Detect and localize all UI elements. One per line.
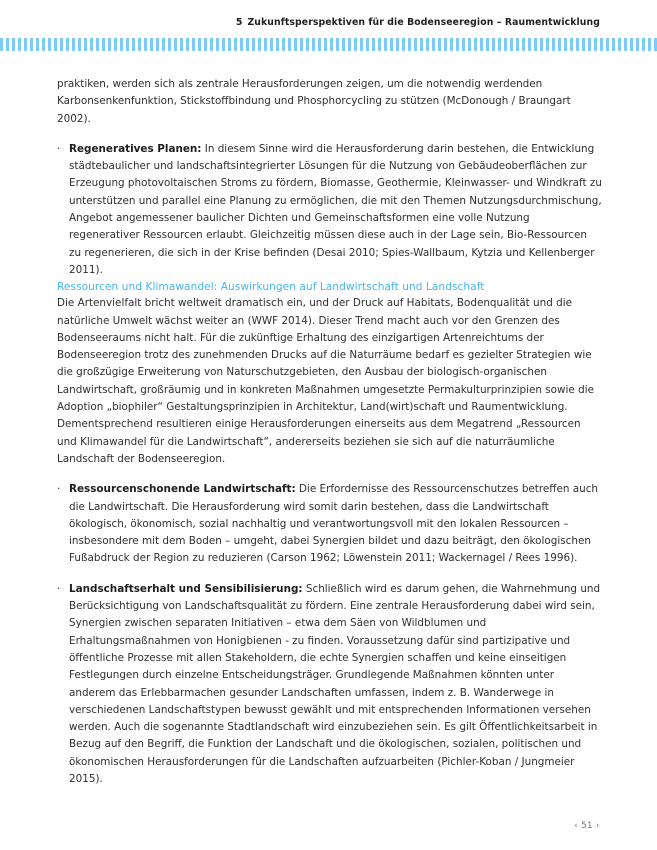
bullet-marker-icon: · xyxy=(57,582,61,595)
header-title: Zukunftsperspektiven für die Bodenseeregion – Raumentwicklung xyxy=(247,17,600,28)
section-heading: Ressourcen und Klimawandel: Auswirkungen auf Landwirtschaft und Landschaft xyxy=(57,281,485,294)
list-item-regeneratives-planen xyxy=(57,141,602,279)
list-item-lead-in: Landschaftserhalt und Sensibilisierung: xyxy=(69,582,303,595)
list-item-lead-in: Ressourcenschonende Landwirtschaft: xyxy=(69,483,296,496)
list-item-body: Schließlich wird es darum gehen, die Wahrnehmung und Berücksichtigung von Landschaftsqualität zu fördern. Eine zentrale Herausforderung dabei wird sein, Synergien zwischen separaten Initiativen – etwa dem Säen von Wildblumen und Erhaltungsmaßnahmen von Honigbienen - zu finden. Voraussetzung dafür sind partizipative und öffentliche Prozesse mit allen Stakeholdern, die echte Synergien schaffen und keine einseitigen Festlegungen durch einzelne Entscheidungsträger. Grundlegende Maßnahmen könnten unter anderem das Erlebbarmachen gesunder Landschaften umfassen, indem z. B. Wanderwege in verschiedenen Landschaftstypen bewusst gewählt und mit entsprechenden Informationen versehen werden. Auch die sogenannte Stadtlandschaft wird einzubeziehen sein. Es gilt Öffentlichkeitsarbeit in Bezug auf den Begriff, die Funktion der Landschaft und die ökologischen, sozialen, politischen und ökonomischen Herausforderungen für die Landschaften aufzuarbeiten (Pichler-Koban / Jungmeier 2015). xyxy=(69,582,601,785)
list-item-body: In diesem Sinne wird die Herausforderung darin bestehen, die Entwicklung städtebaulicher und landschaftsintegrierter Lösungen für die Nutzung von Gebäudeoberflächen zur Erzeugung photovoltaischen Stroms zu fördern, Biomasse, Geothermie, Kleinwasser- und Windkraft zu unterstützen und parallel eine Planung zu ermöglichen, die mit den Themen Nutzungsdurchmischung, Angebot angemessener baulicher Dichten und Gemeinschaftsformen eine volle Nutzung regenerativer Ressourcen erlaubt. Gleichzeitig müssen diese auch in der Lage sein, Bio-Ressourcen zu regenerieren, die sich in der Krise befinden (Desai 2010; Spies-Wallbaum, Kytzia und Kellenberger 2011). xyxy=(69,142,602,276)
text-column xyxy=(57,76,602,788)
continued-paragraph: praktiken, werden sich als zentrale Herausforderungen zeigen, um die notwendig werdenden Karbonsenkenfunktion, Stickstoffbindung und Phosphorcycling zu stützen (McDonough / Braungart 2002). xyxy=(57,78,571,125)
list-item-lead-in: Regeneratives Planen: xyxy=(69,142,202,155)
running-header xyxy=(57,17,600,28)
list-item-body: Die Erfordernisse des Ressourcenschutzes betreffen auch die Landwirtschaft. Die Herausforderung wird somit darin bestehen, dass die Landwirtschaft ökologisch, ökonomisch, sozial nachhaltig und verantwortungsvoll mit den lokalen Ressourcen – insbesondere mit dem Boden – umgeht, dabei Synergien bildet und dazu beiträgt, den ökologischen Fußabdruck der Region zu reduzieren (Carson 1962; Löwenstein 2011; Wackernagel / Rees 1996). xyxy=(69,483,599,565)
header-chapter-number: 5 xyxy=(235,17,243,28)
page-number: 51 xyxy=(581,820,594,830)
bullet-marker-icon: · xyxy=(57,483,61,496)
bullet-marker-icon: · xyxy=(57,142,61,155)
previous-page-caret-icon[interactable]: ‹ xyxy=(574,820,579,830)
list-item-ressourcenschonende-landwirtschaft xyxy=(57,481,602,567)
list-item-landschaftserhalt-und-sensibilisierung xyxy=(57,581,602,789)
section-paragraph: Die Artenvielfalt bricht weltweit dramatisch ein, und der Druck auf Habitats, Bodenqualität und die natürliche Umwelt wächst weiter an (WWF 2014). Dieser Trend macht auch vor den Grenzen des Bodenseeraums nicht halt. Für die zukünftige Erhaltung des einzigartigen Artenreichtums der Bodenseeregion trotz des zunehmenden Drucks auf die Naturräume bedarf es gezielter Strategien wie die großzügige Erweiterung von Naturschutzgebieten, den Ausbau der biologisch-organischen Landwirtschaft, großräumig und in konkreten Maßnahmen umgesetzte Permakulturprinzipien sowie die Adoption „biophiler“ Gestaltungsprinzipien in Architektur, Land(wirt)schaft und Raumentwicklung. Dementsprechend resultieren einige Herausforderungen einerseits aus dem Megatrend „Ressourcen und Klimawandel für die Landwirtschaft“, andererseits beziehen sie sich auf die naturräumliche Landschaft der Bodenseeregion. xyxy=(57,297,594,465)
blue-dashed-rule xyxy=(0,38,657,51)
page-footer xyxy=(57,820,600,830)
next-page-caret-icon[interactable]: › xyxy=(596,820,600,830)
